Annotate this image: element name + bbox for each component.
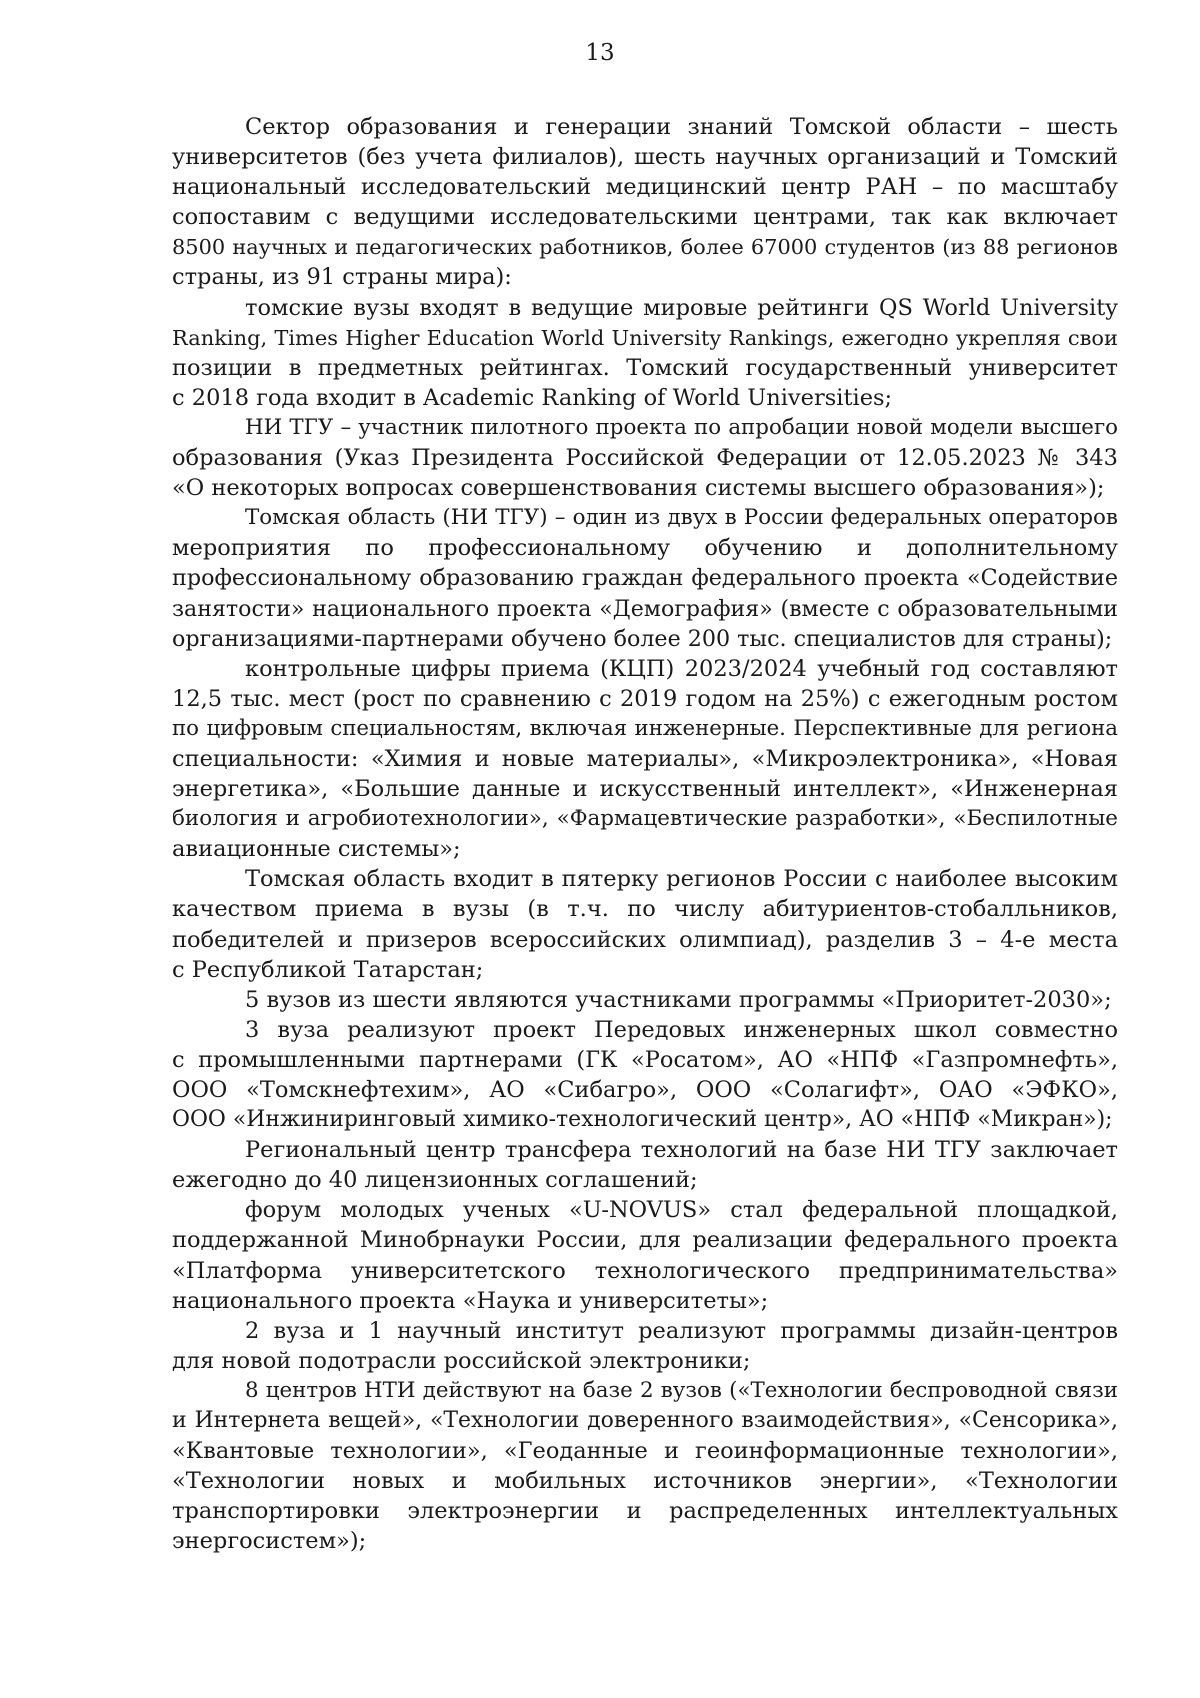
text-line: мероприятия по профессиональному обучению и дополнительному: [172, 535, 1118, 562]
text-line: национального проекта «Наука и университеты»;: [172, 1287, 769, 1314]
text-line: с промышленными партнерами (ГК «Росатом», АО «НПФ «Газпромнефть»,: [172, 1046, 1118, 1073]
text-line: страны, из 91 страны мира):: [172, 264, 512, 291]
text-line: и Интернета вещей», «Технологии доверенного взаимодействия», «Сенсорика»,: [172, 1408, 1118, 1434]
text-line: национальный исследовательский медицинский центр РАН – по масштабу: [172, 174, 1118, 201]
text-line: для новой подотрасли российской электроники;: [172, 1347, 751, 1374]
text-line: «Платформа университетского технологического предпринимательства»: [172, 1257, 1118, 1284]
page-number: 13: [585, 40, 615, 66]
text-line: томские вузы входят в ведущие мировые рейтинги QS World University: [245, 294, 1118, 321]
text-line: контрольные цифры приема (КЦП) 2023/2024 учебный год составляют: [245, 655, 1118, 682]
paragraph: [172, 503, 1118, 653]
paragraph: [172, 1376, 1118, 1557]
text-line: «Квантовые технологии», «Геоданные и геоинформационные технологии»,: [172, 1438, 1118, 1465]
paragraph: [172, 1316, 1118, 1376]
text-line: поддержанной Минобрнауки России, для реализации федерального проекта: [172, 1227, 1118, 1254]
text-line: позиции в предметных рейтингах. Томский государственный университет: [172, 354, 1118, 381]
text-line: университетов (без учета филиалов), шесть научных организаций и Томский: [172, 144, 1118, 171]
paragraph: [172, 985, 1118, 1015]
text-line: по цифровым специальностям, включая инженерные. Перспективные для региона: [172, 715, 1118, 741]
text-line: «О некоторых вопросах совершенствования системы высшего образования»);: [172, 475, 1105, 502]
text-line: Томская область (НИ ТГУ) – один из двух в России федеральных операторов: [245, 505, 1118, 531]
text-line: с Республикой Татарстан;: [172, 956, 484, 983]
text-line: 8 центров НТИ действуют на базе 2 вузов («Технологии беспроводной связи: [245, 1377, 1118, 1403]
document-body: [172, 112, 1118, 1557]
text-line: авиационные системы»;: [172, 836, 461, 863]
text-line: транспортировки электроэнергии и распределенных интеллектуальных: [172, 1498, 1118, 1525]
paragraph: [172, 864, 1118, 984]
text-line: биология и агробиотехнологии», «Фармацевтические разработки», «Беспилотные: [172, 806, 1118, 832]
text-line: специальности: «Химия и новые материалы», «Микроэлектроника», «Новая: [172, 745, 1118, 772]
text-line: энергетика», «Большие данные и искусственный интеллект», «Инженерная: [172, 776, 1118, 803]
text-line: Ranking, Times Higher Education World University Rankings, ежегодно укрепляя свои: [172, 325, 1118, 350]
paragraph: [172, 293, 1118, 413]
text-line: образования (Указ Президента Российской Федерации от 12.05.2023 № 343: [172, 445, 1118, 472]
text-line: Томская область входит в пятерку регионов России с наиболее высоким: [245, 866, 1118, 893]
paragraph: [172, 1135, 1118, 1195]
paragraph: [172, 654, 1118, 865]
text-line: Региональный центр трансфера технологий на базе НИ ТГУ заключает: [245, 1137, 1118, 1164]
paragraph: [172, 1015, 1118, 1135]
text-line: ООО «Инжиниринговый химико-технологический центр», АО «НПФ «Микран»);: [172, 1107, 1113, 1133]
text-line: 3 вуза реализуют проект Передовых инженерных школ совместно: [245, 1016, 1118, 1043]
text-line: НИ ТГУ – участник пилотного проекта по апробации новой модели высшего: [245, 414, 1118, 440]
paragraph: [172, 1195, 1118, 1315]
text-line: Сектор образования и генерации знаний Томской области – шесть: [245, 114, 1118, 140]
paragraph: [172, 413, 1118, 503]
text-line: профессиональному образованию граждан федерального проекта «Содействие: [172, 565, 1118, 592]
text-line: сопоставим с ведущими исследовательскими центрами, так как включает: [172, 204, 1118, 231]
text-line: с 2018 года входит в Academic Ranking of World Universities;: [172, 384, 893, 411]
text-line: победителей и призеров всероссийских олимпиад), разделив 3 – 4-е места: [172, 926, 1118, 953]
text-line: форум молодых ученых «U-NOVUS» стал федеральной площадкой,: [245, 1197, 1118, 1224]
text-line: ежегодно до 40 лицензионных соглашений;: [172, 1167, 698, 1194]
text-line: 8500 научных и педагогических работников, более 67000 студентов (из 88 регионов: [172, 235, 1118, 260]
text-line: организациями-партнерами обучено более 200 тыс. специалистов для страны);: [172, 625, 1113, 652]
text-line: качеством приема в вузы (в т.ч. по числу абитуриентов-стобалльников,: [172, 896, 1118, 923]
text-line: занятости» национального проекта «Демография» (вместе с образовательными: [172, 595, 1118, 622]
text-line: 12,5 тыс. мест (рост по сравнению с 2019 годом на 25%) с ежегодным ростом: [172, 685, 1118, 712]
text-line: энергосистем»);: [172, 1528, 367, 1555]
text-line: 5 вузов из шести являются участниками программы «Приоритет-2030»;: [245, 986, 1112, 1013]
text-line: ООО «Томскнефтехим», АО «Сибагро», ООО «Солагифт», ОАО «ЭФКО»,: [172, 1077, 1118, 1103]
paragraph: [172, 112, 1118, 293]
text-line: «Технологии новых и мобильных источников энергии», «Технологии: [172, 1468, 1118, 1495]
text-line: 2 вуза и 1 научный институт реализуют программы дизайн-центров: [245, 1317, 1118, 1344]
